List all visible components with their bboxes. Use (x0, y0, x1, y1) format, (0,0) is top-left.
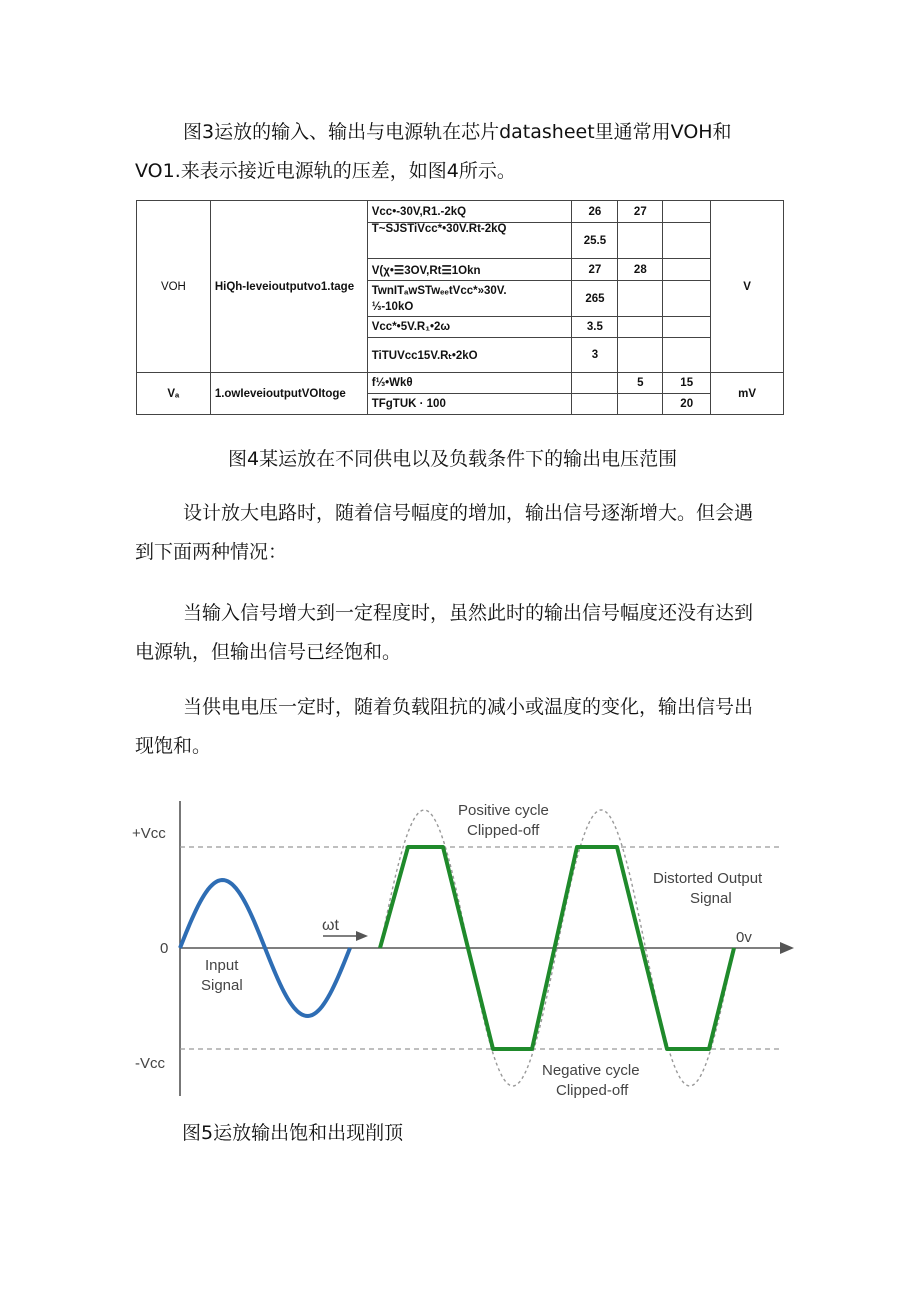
label-distorted-output-line-1: Distorted Output (653, 870, 763, 887)
label-negative-cycle-line-1: Negative cycle (542, 1062, 640, 1079)
typ-cell: 27 (618, 201, 663, 223)
label-negative-cycle-line-2: Clipped-off (556, 1082, 629, 1099)
min-cell: 3 (572, 338, 618, 373)
label-positive-cycle-line-1: Positive cycle (458, 802, 549, 819)
max-cell (663, 317, 711, 338)
condition-line-2: ⅓-10kO (371, 300, 414, 313)
label-positive-cycle-line-2: Clipped-off (467, 822, 540, 839)
typ-cell (618, 338, 663, 373)
label-input-line-2: Signal (201, 977, 243, 994)
body-paragraph-3 (135, 688, 790, 766)
condition-cell: Vcc•-30V,R1.-2kQ (367, 201, 572, 223)
table-row (137, 201, 784, 223)
condition-cell: V(χ•☰3OV,Rt☰1Okn (367, 259, 572, 281)
figure-5-caption: 图5运放输出饱和出现削顶 (182, 1122, 404, 1144)
label-zero: 0 (160, 940, 169, 957)
label-neg-vcc: -Vcc (135, 1055, 165, 1072)
p2-line-2: 电源轨，但输出信号已经饱和。 (135, 641, 402, 663)
max-cell (663, 223, 711, 259)
condition-cell: Vcc*•5V.R₁•2ω (367, 317, 572, 338)
condition-cell: TiTUVᴄc15V.Rₜ•2kO (367, 338, 572, 373)
body-paragraph-1 (135, 494, 790, 572)
min-cell: 25.5 (572, 223, 618, 259)
table-row (137, 373, 784, 394)
min-cell: 27 (572, 259, 618, 281)
p1-line-2: 到下面两种情况： (135, 541, 288, 563)
body-paragraph-2 (135, 594, 790, 672)
voh-parameter: HiQh-Ieveioutputvo1.tage (210, 201, 367, 373)
typ-cell (618, 317, 663, 338)
p2-line-1: 当输入信号增大到一定程度时，虽然此时的输出信号幅度还没有达到 (183, 602, 754, 624)
label-omega-t: ωt (322, 917, 339, 934)
intro-line-2: VO1.来表示接近电源轨的压差，如图4所示。 (135, 160, 516, 182)
typ-cell (618, 394, 663, 415)
max-cell: 20 (663, 394, 711, 415)
condition-cell (367, 281, 572, 317)
intro-line-1: 图3运放的输入、输出与电源轨在芯片datasheet里通常用VOH和 (183, 121, 732, 143)
typ-cell (618, 281, 663, 317)
min-cell: 26 (572, 201, 618, 223)
condition-line-1: TwnITₐwSTwₑₑtVcc*»30V. (371, 284, 507, 297)
typ-cell: 5 (618, 373, 663, 394)
voh-symbol: VOH (137, 201, 211, 373)
voh-vol-spec-table (136, 200, 784, 415)
label-0v: 0v (736, 929, 752, 946)
voh-unit: V (711, 201, 784, 373)
p3-line-2: 现饱和。 (135, 735, 212, 757)
min-cell: 3.5 (572, 317, 618, 338)
figure-4-caption: 图4某运放在不同供电以及负载条件下的输出电压范围 (228, 448, 678, 470)
p1-line-1: 设计放大电路时，随着信号幅度的增加，输出信号逐渐增大。但会遇 (183, 502, 754, 524)
wt-arrow-icon (356, 931, 368, 941)
max-cell (663, 281, 711, 317)
min-cell (572, 394, 618, 415)
typ-cell (618, 223, 663, 259)
max-cell: 15 (663, 373, 711, 394)
intro-paragraph (135, 113, 790, 191)
max-cell (663, 201, 711, 223)
clipping-waveform-figure (130, 796, 795, 1101)
label-pos-vcc: +Vcc (132, 825, 166, 842)
vol-unit: mV (711, 373, 784, 415)
label-input-line-1: Input (205, 957, 239, 974)
vol-parameter: 1.owIeveioutputVOItoge (210, 373, 367, 415)
min-cell: 265 (572, 281, 618, 317)
label-distorted-output-line-2: Signal (690, 890, 732, 907)
x-axis-arrow-icon (780, 942, 794, 954)
min-cell (572, 373, 618, 394)
p3-line-1: 当供电电压一定时，随着负载阻抗的减小或温度的变化，输出信号出 (183, 696, 754, 718)
typ-cell: 28 (618, 259, 663, 281)
condition-cell: TFgTUK · 100 (367, 394, 572, 415)
max-cell (663, 259, 711, 281)
condition-cell: f⅓•Wkθ (367, 373, 572, 394)
condition-cell: T~SJSTiVcc*•30V.Rt-2kQ (367, 223, 572, 259)
max-cell (663, 338, 711, 373)
vol-symbol: Vₐ (137, 373, 211, 415)
